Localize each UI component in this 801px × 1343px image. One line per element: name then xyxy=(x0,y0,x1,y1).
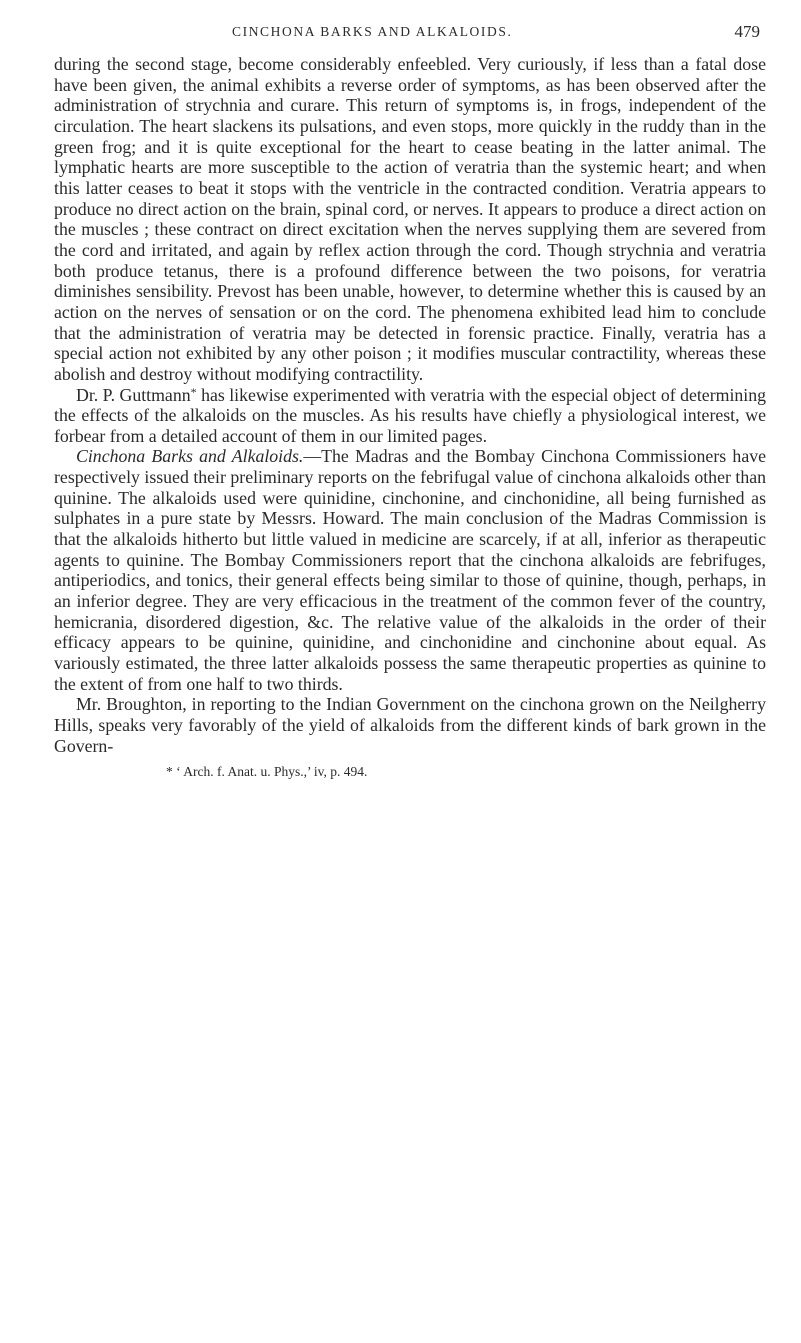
cinchona-text: The Madras and the Bombay Cinchona Commissioners have respectively issued their preliminary reports on the febrifugal value of cinchona alkaloids other than quinine. The alkaloids used were quinidine, cinchonine, and cinchonidine, all being furnished as sulphates in a pure state by Messrs. Howard. The main conclusion of the Madras Commission is that the alkaloids hitherto but little valued in medicine are scarcely, if at all, inferior as therapeutic agents to quinine. The Bombay Commissioners report that the cinchona alkaloids are febrifuges, antiperiodics, and tonics, their general effects being similar to those of quinine, though, perhaps, in an inferior degree. They are very efficacious in the treatment of the common fever of the country, hemicrania, disordered digestion, &c. The relative value of the alkaloids in the order of their efficacy appears to be quinine, quinidine, and cinchonidine and cinchonine about equal. As variously estimated, the three latter alkaloids possess the same therapeutic properties as quinine to the extent of from one half to two thirds. xyxy=(54,446,766,694)
book-page xyxy=(54,22,766,780)
footnote-mark: * xyxy=(166,764,173,780)
running-head xyxy=(54,22,766,48)
heading-dash: — xyxy=(303,446,322,467)
guttmann-name: Dr. P. Guttmann xyxy=(76,384,191,405)
section-heading-cinchona: Cinchona Barks and Alkaloids. xyxy=(76,446,304,467)
footnote-reference-mark: * xyxy=(190,384,197,399)
page-number: 479 xyxy=(734,22,760,41)
body-text xyxy=(54,54,766,756)
guttmann-text: has likewise experimented with veratria with the especial object of determining the effects of the alkaloids on the muscles. As his results have chiefly a physiological interest, we forbear from a detailed account of them in our limited pages. xyxy=(54,384,766,446)
paragraph-cinchona-barks xyxy=(54,446,766,694)
paragraph-broughton: Mr. Broughton, in reporting to the Indian Government on the cinchona grown on the Neilgherry Hills, speaks very favorably of the yield of alkaloids from the different kinds of bark grown in the Govern- xyxy=(54,694,766,756)
paragraph-veratria-effects: during the second stage, become considerably enfeebled. Very curiously, if less than a fatal dose have been given, the animal exhibits a reverse order of symptoms, as has been observed after the administration of strychnia and curare. This return of symptoms is, in frogs, independent of the circulation. The heart slackens its pulsations, and even stops, more quickly in the ruddy than in the green frog; and it is quite exceptional for the heart to cease beating in the latter animal. The lymphatic hearts are more susceptible to the action of veratria than the systemic heart; and when this latter ceases to beat it stops with the ventricle in the contracted condition. Veratria appears to produce no direct action on the brain, spinal cord, or nerves. It appears to produce a direct action on the muscles ; these contract on direct excitation when the nerves supplying them are severed from the cord and irritated, and again by reflex action through the cord. Though strychnia and veratria both produce tetanus, there is a profound difference between the two poisons, for veratria diminishes sensibility. Prevost has been unable, however, to determine whether this is caused by an action on the nerves of sensation or on the cord. The phenomena exhibited lead him to conclude that the administration of veratria may be detected in forensic practice. Finally, veratria has a special action not exhibited by any other poison ; it modifies muscular contractility, whereas these abolish and destroy without modifying contractility. xyxy=(54,54,766,384)
running-title: CINCHONA BARKS AND ALKALOIDS. xyxy=(232,24,513,39)
footnote-text: ‘ Arch. f. Anat. u. Phys.,’ iv, p. 494. xyxy=(172,764,368,780)
paragraph-guttmann xyxy=(54,385,766,447)
footnote xyxy=(54,764,766,780)
